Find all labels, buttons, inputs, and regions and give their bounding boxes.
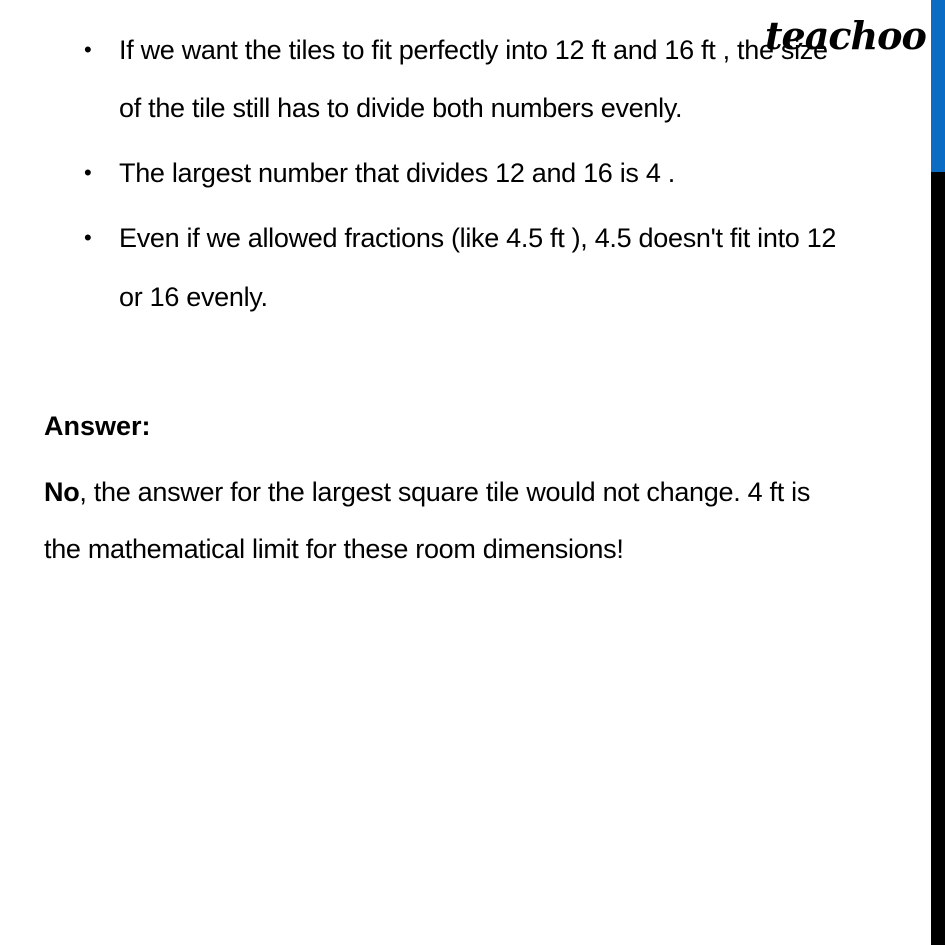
answer-text-line: the mathematical limit for these room dimensions! xyxy=(44,534,624,564)
bullet-text-line: If we want the tiles to fit perfectly into 12 ft and 16 ft , the size xyxy=(119,35,828,65)
teachoo-logo: teachoo xyxy=(765,13,926,58)
bullet-text-line: Even if we allowed fractions (like 4.5 ft ), 4.5 doesn't fit into 12 xyxy=(119,223,837,253)
bullet-text-line: or 16 evenly. xyxy=(119,282,268,312)
bullet-dot-icon: • xyxy=(84,37,92,62)
side-accent-bar-blue xyxy=(931,0,945,172)
answer-text-rest: , the answer for the largest square tile would not change. 4 ft is xyxy=(79,477,811,507)
answer-bold-lead: No xyxy=(44,477,80,507)
bullet-dot-icon: • xyxy=(84,160,92,185)
bullet-text-line: of the tile still has to divide both numbers evenly. xyxy=(119,93,683,123)
answer-heading: Answer: xyxy=(44,411,151,441)
answer-text-line xyxy=(44,476,810,508)
bullet-dot-icon: • xyxy=(84,225,92,250)
side-accent-bar-black xyxy=(931,172,945,945)
bullet-text-line: The largest number that divides 12 and 16 is 4 . xyxy=(119,158,675,188)
